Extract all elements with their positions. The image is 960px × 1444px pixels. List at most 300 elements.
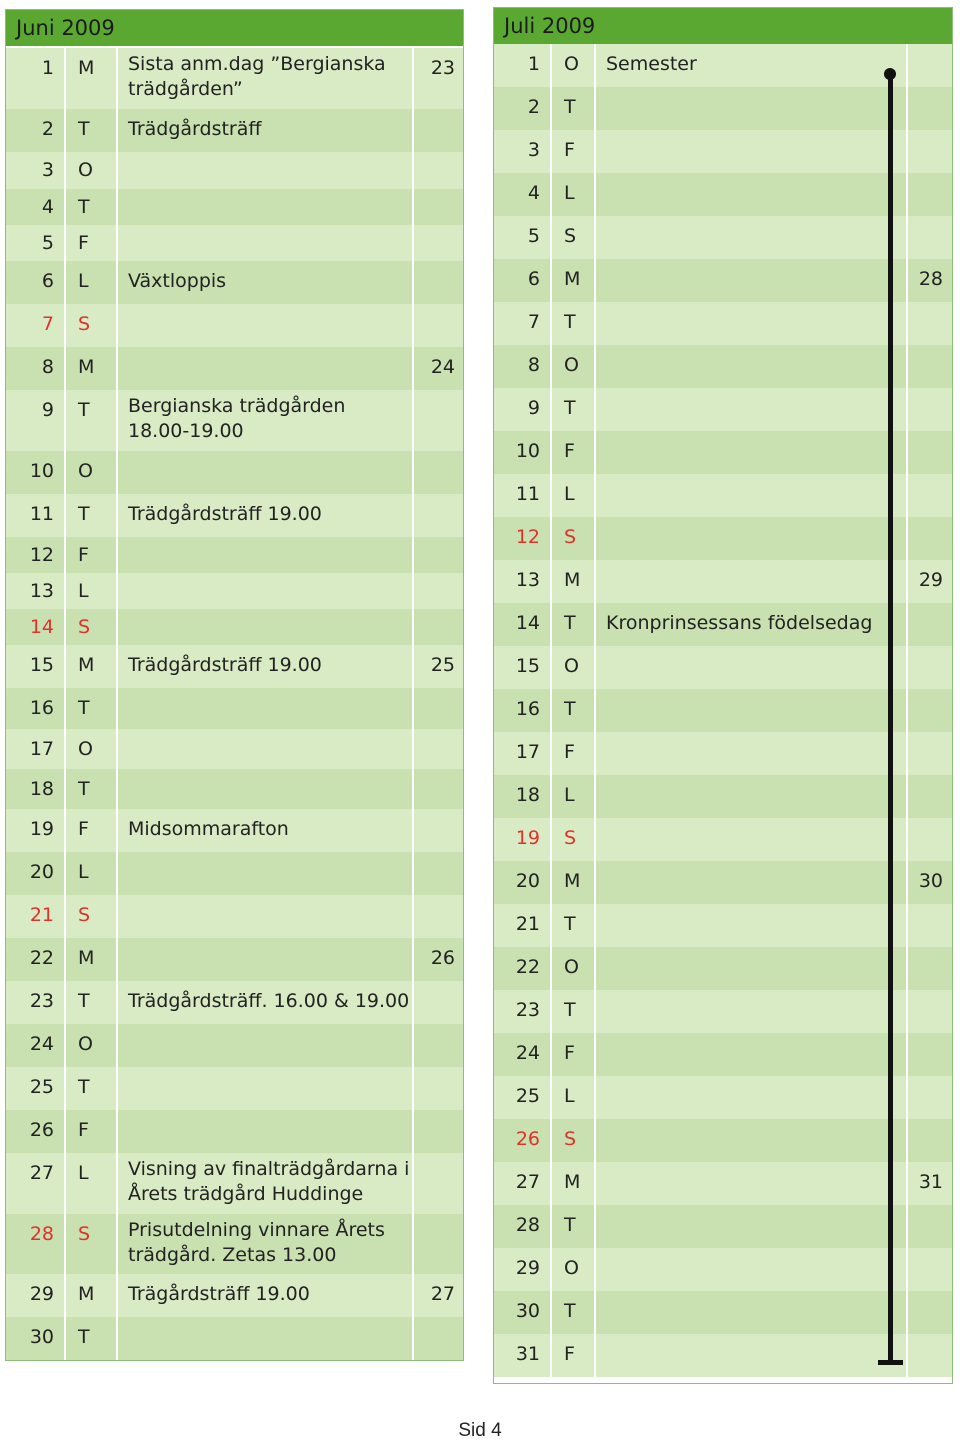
event-text bbox=[118, 1317, 414, 1360]
calendar-row bbox=[494, 689, 952, 732]
event-text bbox=[118, 189, 414, 225]
day-number: 28 bbox=[494, 1205, 552, 1248]
week-number bbox=[908, 732, 953, 775]
event-text bbox=[596, 345, 908, 388]
weekday-letter: S bbox=[66, 304, 118, 347]
weekday-letter: T bbox=[552, 1205, 596, 1248]
day-number: 23 bbox=[6, 981, 66, 1024]
weekday-letter: O bbox=[552, 646, 596, 689]
week-number bbox=[908, 216, 953, 259]
week-number bbox=[414, 1067, 465, 1110]
day-number: 28 bbox=[6, 1214, 66, 1274]
week-number bbox=[908, 517, 953, 560]
weekday-letter: S bbox=[66, 609, 118, 645]
calendar-row bbox=[494, 947, 952, 990]
weekday-letter: M bbox=[66, 938, 118, 981]
weekday-letter: L bbox=[552, 775, 596, 818]
calendar-row bbox=[494, 1033, 952, 1076]
week-number bbox=[414, 225, 465, 261]
day-number: 29 bbox=[6, 1274, 66, 1317]
day-number: 6 bbox=[6, 261, 66, 304]
day-number: 1 bbox=[6, 48, 66, 109]
day-number: 26 bbox=[6, 1110, 66, 1153]
calendar-row bbox=[6, 304, 463, 347]
day-number: 27 bbox=[6, 1153, 66, 1214]
day-number: 30 bbox=[6, 1317, 66, 1360]
calendar-row bbox=[494, 1162, 952, 1205]
calendar-row bbox=[494, 302, 952, 345]
calendar-row bbox=[6, 225, 463, 261]
event-text bbox=[118, 451, 414, 494]
calendar-row bbox=[494, 216, 952, 259]
day-number: 17 bbox=[494, 732, 552, 775]
week-number bbox=[908, 1033, 953, 1076]
day-number: 18 bbox=[494, 775, 552, 818]
day-number: 5 bbox=[494, 216, 552, 259]
event-text bbox=[596, 517, 908, 560]
week-number bbox=[908, 818, 953, 861]
calendar-row bbox=[494, 904, 952, 947]
weekday-letter: T bbox=[66, 494, 118, 537]
day-number: 4 bbox=[494, 173, 552, 216]
day-number: 16 bbox=[6, 688, 66, 729]
day-number: 9 bbox=[494, 388, 552, 431]
week-number bbox=[414, 809, 465, 852]
weekday-letter: T bbox=[552, 302, 596, 345]
weekday-letter: T bbox=[66, 109, 118, 152]
day-number: 2 bbox=[6, 109, 66, 152]
week-number bbox=[908, 947, 953, 990]
weekday-letter: L bbox=[66, 1153, 118, 1214]
calendar-row bbox=[6, 152, 463, 189]
weekday-letter: O bbox=[66, 451, 118, 494]
event-text bbox=[596, 904, 908, 947]
week-number: 24 bbox=[430, 356, 455, 378]
event-text bbox=[596, 1248, 908, 1291]
day-number: 24 bbox=[494, 1033, 552, 1076]
event-text bbox=[118, 225, 414, 261]
calendar-row bbox=[6, 729, 463, 769]
week-number bbox=[414, 1153, 465, 1214]
weekday-letter: O bbox=[66, 729, 118, 769]
calendar-row bbox=[6, 1067, 463, 1110]
event-text bbox=[118, 304, 414, 347]
day-number: 22 bbox=[6, 938, 66, 981]
weekday-letter: T bbox=[66, 769, 118, 809]
event-text: Sista anm.dag ”Bergianska trädgården” bbox=[118, 48, 414, 109]
week-number bbox=[414, 304, 465, 347]
event-text bbox=[596, 431, 908, 474]
day-number: 14 bbox=[494, 603, 552, 646]
week-number bbox=[908, 1291, 953, 1334]
week-number: 28 bbox=[918, 268, 943, 290]
calendar-row bbox=[6, 1317, 463, 1360]
day-number: 7 bbox=[6, 304, 66, 347]
event-text bbox=[596, 173, 908, 216]
event-text bbox=[118, 729, 414, 769]
weekday-letter: M bbox=[552, 560, 596, 603]
event-text: Midsommarafton bbox=[118, 809, 414, 852]
day-number: 23 bbox=[494, 990, 552, 1033]
weekday-letter: F bbox=[552, 431, 596, 474]
day-number: 10 bbox=[6, 451, 66, 494]
week-number bbox=[414, 261, 465, 304]
day-number: 12 bbox=[6, 537, 66, 573]
event-text bbox=[596, 560, 908, 603]
weekday-letter: M bbox=[552, 1162, 596, 1205]
weekday-letter: F bbox=[552, 1334, 596, 1377]
event-text: Visning av finalträdgårdarna i Årets trädgård Huddinge bbox=[118, 1153, 414, 1214]
event-text bbox=[596, 1162, 908, 1205]
week-number bbox=[414, 1024, 465, 1067]
calendar-row bbox=[494, 87, 952, 130]
event-text bbox=[118, 852, 414, 895]
event-text bbox=[596, 818, 908, 861]
event-text bbox=[596, 216, 908, 259]
event-text bbox=[118, 769, 414, 809]
weekday-letter: T bbox=[66, 390, 118, 451]
week-number bbox=[908, 44, 953, 87]
page-number: Sid 4 bbox=[458, 1420, 502, 1441]
week-number bbox=[414, 537, 465, 573]
week-number bbox=[414, 494, 465, 537]
day-number: 15 bbox=[494, 646, 552, 689]
day-number: 3 bbox=[6, 152, 66, 189]
weekday-letter: S bbox=[66, 1214, 118, 1274]
week-number bbox=[908, 689, 953, 732]
day-number: 14 bbox=[6, 609, 66, 645]
weekday-letter: F bbox=[66, 225, 118, 261]
weekday-letter: T bbox=[552, 1291, 596, 1334]
week-number bbox=[908, 474, 953, 517]
week-number bbox=[414, 1214, 465, 1274]
week-number: 26 bbox=[430, 947, 455, 969]
event-text bbox=[596, 1119, 908, 1162]
calendar-row bbox=[494, 1334, 952, 1377]
calendar-june bbox=[5, 9, 464, 1361]
event-text: Trädgårdsträff. 16.00 & 19.00 bbox=[118, 981, 414, 1024]
event-text bbox=[118, 938, 414, 981]
event-text bbox=[596, 259, 908, 302]
weekday-letter: F bbox=[552, 732, 596, 775]
day-number: 4 bbox=[6, 189, 66, 225]
event-text bbox=[118, 609, 414, 645]
day-number: 13 bbox=[6, 573, 66, 609]
calendar-row bbox=[494, 732, 952, 775]
weekday-letter: O bbox=[552, 1248, 596, 1291]
event-text: Trädgårdsträff bbox=[118, 109, 414, 152]
calendar-row bbox=[494, 990, 952, 1033]
vacation-end-marker bbox=[878, 1360, 903, 1365]
week-number bbox=[908, 1334, 953, 1377]
weekday-letter: F bbox=[552, 1033, 596, 1076]
event-text bbox=[596, 87, 908, 130]
calendar-row bbox=[6, 537, 463, 573]
weekday-letter: L bbox=[552, 474, 596, 517]
calendar-row bbox=[6, 769, 463, 809]
day-number: 21 bbox=[6, 895, 66, 938]
event-text bbox=[596, 1033, 908, 1076]
week-number bbox=[414, 109, 465, 152]
weekday-letter: L bbox=[552, 1076, 596, 1119]
weekday-letter: S bbox=[552, 818, 596, 861]
calendar-row bbox=[494, 603, 952, 646]
day-number: 15 bbox=[6, 645, 66, 688]
week-number bbox=[414, 729, 465, 769]
calendar-row bbox=[494, 818, 952, 861]
week-number: 30 bbox=[918, 870, 943, 892]
event-text: Bergianska trädgården 18.00-19.00 bbox=[118, 390, 414, 451]
week-number bbox=[908, 1205, 953, 1248]
week-number bbox=[414, 189, 465, 225]
day-number: 6 bbox=[494, 259, 552, 302]
event-text bbox=[118, 1110, 414, 1153]
day-number: 5 bbox=[6, 225, 66, 261]
calendar-row bbox=[494, 345, 952, 388]
calendar-row bbox=[494, 259, 952, 302]
weekday-letter: O bbox=[552, 345, 596, 388]
weekday-letter: T bbox=[66, 981, 118, 1024]
calendar-row bbox=[494, 173, 952, 216]
week-number bbox=[414, 451, 465, 494]
day-number: 16 bbox=[494, 689, 552, 732]
calendar-row bbox=[6, 809, 463, 852]
calendar-row bbox=[494, 861, 952, 904]
event-text bbox=[118, 347, 414, 390]
week-number bbox=[908, 603, 953, 646]
calendar-row bbox=[494, 388, 952, 431]
calendar-row bbox=[6, 390, 463, 451]
day-number: 25 bbox=[494, 1076, 552, 1119]
calendar-row bbox=[6, 189, 463, 225]
weekday-letter: M bbox=[552, 259, 596, 302]
weekday-letter: M bbox=[66, 347, 118, 390]
weekday-letter: O bbox=[552, 44, 596, 87]
week-number bbox=[908, 1119, 953, 1162]
week-number bbox=[414, 852, 465, 895]
week-number: 31 bbox=[918, 1171, 943, 1193]
weekday-letter: M bbox=[66, 1274, 118, 1317]
calendar-row bbox=[6, 494, 463, 537]
weekday-letter: M bbox=[552, 861, 596, 904]
event-text: Kronprinsessans födelsedag bbox=[596, 603, 908, 646]
week-number bbox=[414, 1110, 465, 1153]
week-number bbox=[414, 152, 465, 189]
day-number: 12 bbox=[494, 517, 552, 560]
calendar-row bbox=[6, 645, 463, 688]
day-number: 20 bbox=[494, 861, 552, 904]
event-text bbox=[596, 388, 908, 431]
event-text bbox=[118, 895, 414, 938]
event-text bbox=[118, 537, 414, 573]
calendar-row bbox=[6, 1214, 463, 1274]
calendar-row bbox=[6, 688, 463, 729]
calendar-row bbox=[494, 1248, 952, 1291]
day-number: 11 bbox=[6, 494, 66, 537]
event-text bbox=[596, 302, 908, 345]
event-text: Trägårdsträff 19.00 bbox=[118, 1274, 414, 1317]
day-number: 3 bbox=[494, 130, 552, 173]
event-text bbox=[596, 947, 908, 990]
calendar-row bbox=[494, 130, 952, 173]
calendar-row bbox=[494, 775, 952, 818]
weekday-letter: T bbox=[66, 1317, 118, 1360]
event-text bbox=[596, 1076, 908, 1119]
day-number: 18 bbox=[6, 769, 66, 809]
weekday-letter: F bbox=[552, 130, 596, 173]
calendar-row bbox=[494, 1119, 952, 1162]
event-text bbox=[596, 689, 908, 732]
day-number: 29 bbox=[494, 1248, 552, 1291]
vacation-period-line bbox=[888, 74, 893, 1362]
month-title-june: Juni 2009 bbox=[6, 10, 463, 46]
calendar-row bbox=[6, 1024, 463, 1067]
calendar-row bbox=[6, 852, 463, 895]
weekday-letter: F bbox=[66, 809, 118, 852]
week-number bbox=[414, 769, 465, 809]
event-text: Trädgårdsträff 19.00 bbox=[118, 645, 414, 688]
week-number bbox=[908, 388, 953, 431]
calendar-row bbox=[494, 1205, 952, 1248]
day-number: 17 bbox=[6, 729, 66, 769]
calendar-row bbox=[6, 261, 463, 304]
week-number: 23 bbox=[430, 57, 455, 79]
week-number bbox=[908, 990, 953, 1033]
week-number: 27 bbox=[430, 1283, 455, 1305]
weekday-letter: T bbox=[552, 904, 596, 947]
weekday-letter: L bbox=[66, 852, 118, 895]
event-text bbox=[118, 573, 414, 609]
weekday-letter: S bbox=[552, 216, 596, 259]
day-number: 27 bbox=[494, 1162, 552, 1205]
calendar-row bbox=[494, 517, 952, 560]
week-number bbox=[908, 1248, 953, 1291]
day-number: 1 bbox=[494, 44, 552, 87]
weekday-letter: F bbox=[66, 537, 118, 573]
event-text bbox=[596, 732, 908, 775]
week-number bbox=[908, 345, 953, 388]
day-number: 10 bbox=[494, 431, 552, 474]
day-number: 7 bbox=[494, 302, 552, 345]
weekday-letter: O bbox=[552, 947, 596, 990]
week-number bbox=[908, 646, 953, 689]
weekday-letter: T bbox=[552, 388, 596, 431]
month-title-july: Juli 2009 bbox=[494, 8, 952, 44]
week-number bbox=[414, 895, 465, 938]
event-text: Trädgårdsträff 19.00 bbox=[118, 494, 414, 537]
day-number: 9 bbox=[6, 390, 66, 451]
weekday-letter: T bbox=[66, 1067, 118, 1110]
weekday-letter: T bbox=[66, 189, 118, 225]
day-number: 26 bbox=[494, 1119, 552, 1162]
calendar-row bbox=[6, 981, 463, 1024]
event-text bbox=[596, 861, 908, 904]
event-text: Semester bbox=[596, 44, 908, 87]
weekday-letter: L bbox=[66, 261, 118, 304]
weekday-letter: L bbox=[552, 173, 596, 216]
day-number: 19 bbox=[494, 818, 552, 861]
weekday-letter: M bbox=[66, 645, 118, 688]
calendar-row bbox=[494, 1291, 952, 1334]
calendar-row bbox=[6, 1274, 463, 1317]
weekday-letter: T bbox=[66, 688, 118, 729]
day-number: 13 bbox=[494, 560, 552, 603]
day-number: 2 bbox=[494, 87, 552, 130]
calendar-row bbox=[6, 1110, 463, 1153]
weekday-letter: O bbox=[66, 1024, 118, 1067]
calendar-row bbox=[6, 1153, 463, 1214]
calendar-row bbox=[494, 474, 952, 517]
day-number: 11 bbox=[494, 474, 552, 517]
calendar-row bbox=[6, 573, 463, 609]
event-text bbox=[596, 775, 908, 818]
calendar-row bbox=[494, 431, 952, 474]
calendar-row bbox=[6, 609, 463, 645]
calendar-row bbox=[6, 895, 463, 938]
weekday-letter: F bbox=[66, 1110, 118, 1153]
calendar-row bbox=[494, 560, 952, 603]
event-text bbox=[118, 1024, 414, 1067]
day-number: 24 bbox=[6, 1024, 66, 1067]
calendar-july bbox=[493, 7, 953, 1384]
day-number: 30 bbox=[494, 1291, 552, 1334]
day-number: 19 bbox=[6, 809, 66, 852]
calendar-row bbox=[494, 646, 952, 689]
week-number bbox=[414, 981, 465, 1024]
week-number bbox=[414, 390, 465, 451]
event-text: Växtloppis bbox=[118, 261, 414, 304]
calendar-row bbox=[6, 451, 463, 494]
week-number bbox=[908, 87, 953, 130]
calendar-row bbox=[6, 938, 463, 981]
event-text bbox=[596, 646, 908, 689]
week-number bbox=[908, 130, 953, 173]
calendar-row bbox=[494, 44, 952, 87]
event-text bbox=[118, 688, 414, 729]
week-number bbox=[414, 1317, 465, 1360]
calendar-row bbox=[6, 109, 463, 152]
weekday-letter: T bbox=[552, 689, 596, 732]
weekday-letter: S bbox=[552, 1119, 596, 1162]
weekday-letter: T bbox=[552, 603, 596, 646]
week-number bbox=[414, 688, 465, 729]
week-number bbox=[414, 573, 465, 609]
day-number: 22 bbox=[494, 947, 552, 990]
event-text bbox=[596, 130, 908, 173]
calendar-row bbox=[6, 48, 463, 109]
event-text bbox=[596, 1291, 908, 1334]
week-number bbox=[908, 775, 953, 818]
event-text bbox=[118, 152, 414, 189]
week-number bbox=[908, 904, 953, 947]
day-number: 20 bbox=[6, 852, 66, 895]
weekday-letter: S bbox=[552, 517, 596, 560]
weekday-letter: T bbox=[552, 990, 596, 1033]
weekday-letter: S bbox=[66, 895, 118, 938]
day-number: 8 bbox=[6, 347, 66, 390]
week-number bbox=[908, 173, 953, 216]
day-number: 25 bbox=[6, 1067, 66, 1110]
event-text bbox=[118, 1067, 414, 1110]
week-number bbox=[414, 609, 465, 645]
day-number: 31 bbox=[494, 1334, 552, 1377]
week-number bbox=[908, 302, 953, 345]
event-text bbox=[596, 990, 908, 1033]
weekday-letter: L bbox=[66, 573, 118, 609]
week-number: 25 bbox=[430, 654, 455, 676]
weekday-letter: O bbox=[66, 152, 118, 189]
event-text bbox=[596, 1334, 908, 1377]
